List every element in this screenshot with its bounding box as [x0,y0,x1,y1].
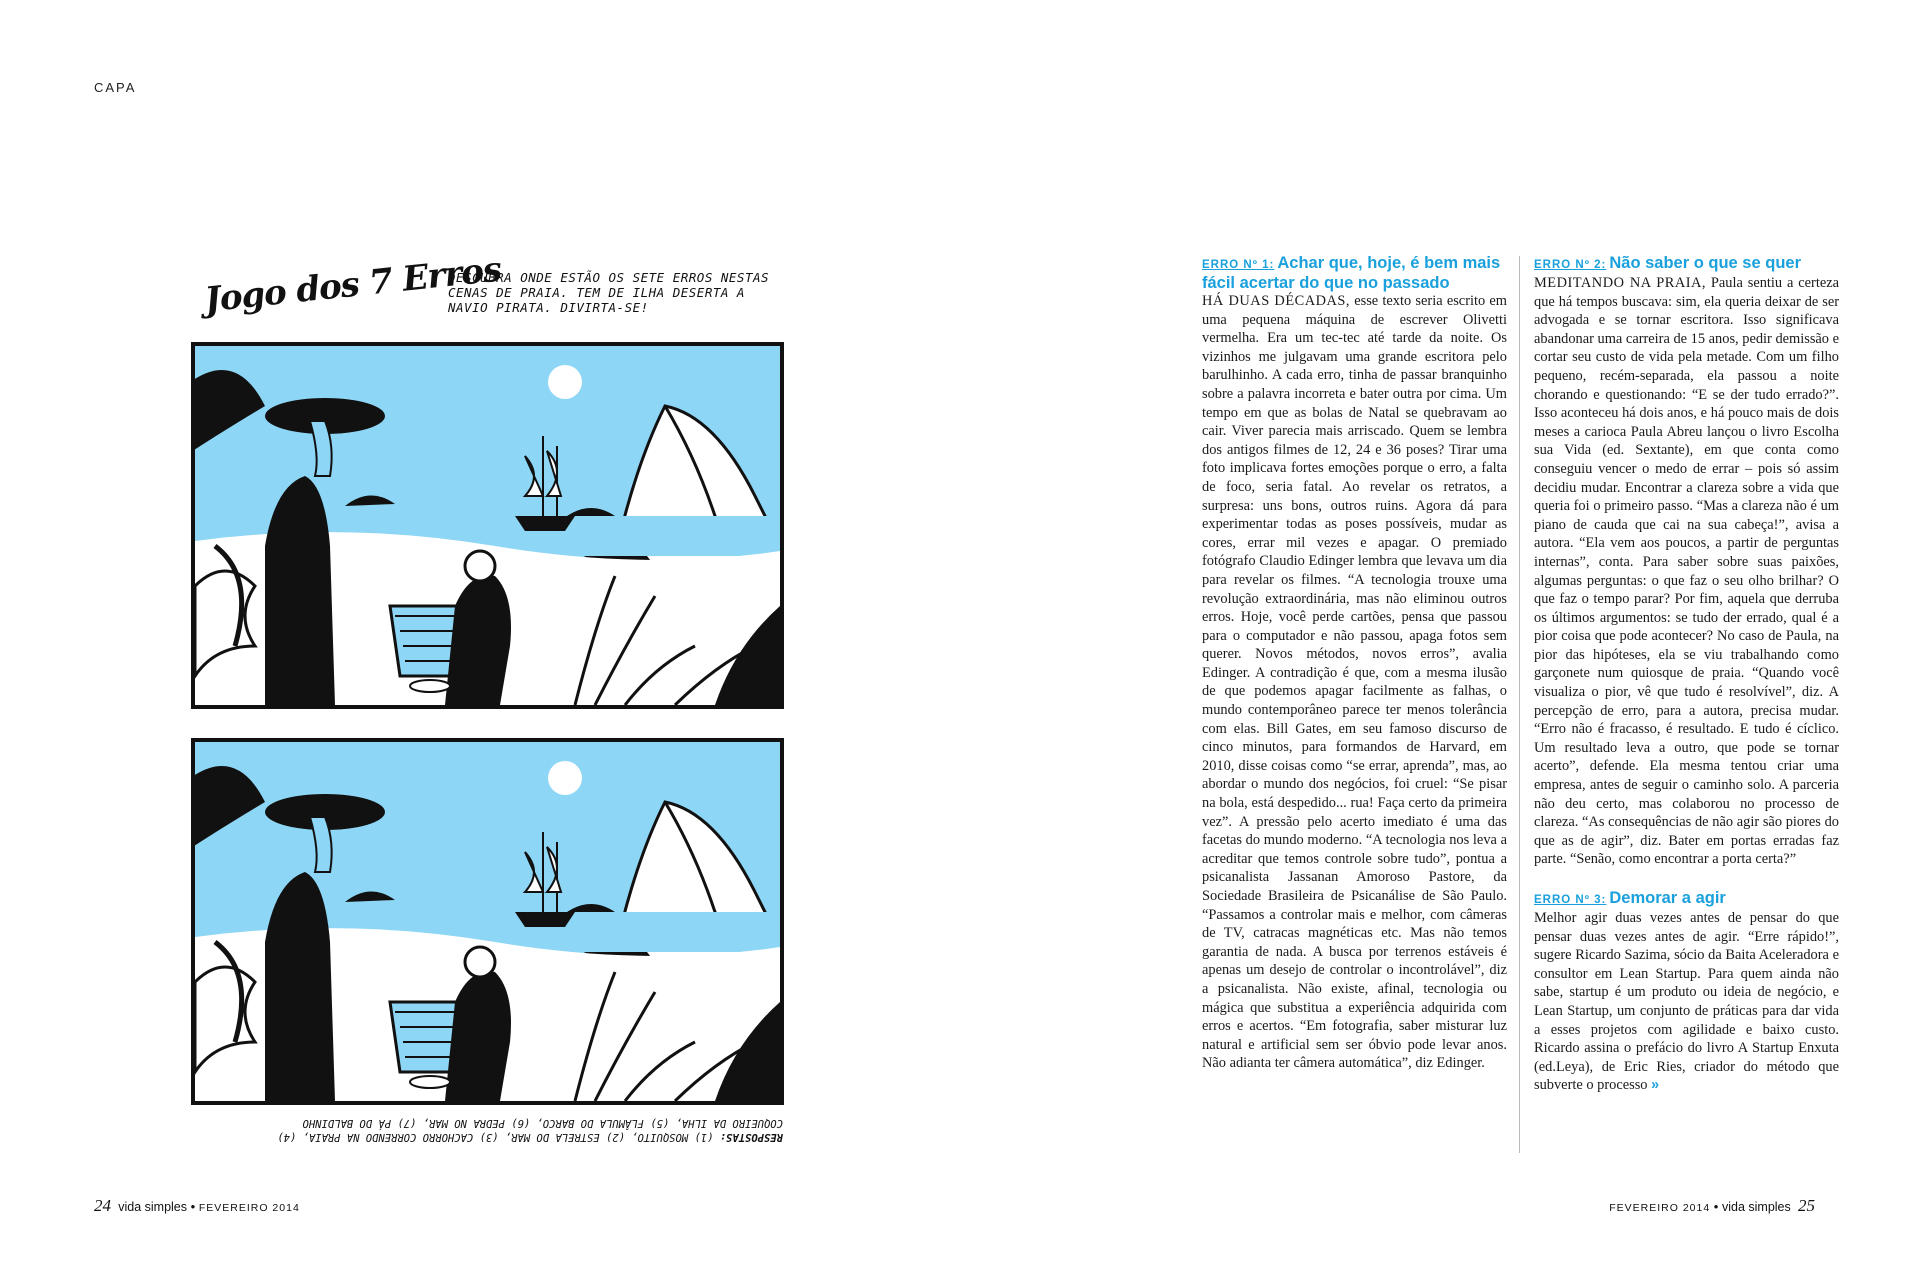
continue-arrow-icon: » [1651,1077,1660,1094]
section-label: CAPA [94,80,137,95]
magazine-name-right: vida simples [1721,1200,1791,1214]
erro-3-block [1534,889,1839,1095]
page-number-left: 24 [94,1196,111,1215]
puzzle-description: DESCUBRA ONDE ESTÃO OS SETE ERROS NESTAS CENAS DE PRAIA. TEM DE ILHA DESERTA A NAVIO PIRATA. DIVIRTA-SE! [448,270,770,315]
erro-2-title: Não saber o que se quer [1609,254,1802,272]
answers-label: RESPOSTAS: [719,1131,783,1143]
puzzle-panel-top [191,342,784,709]
article-column-2 [1534,254,1839,1095]
erro-2-lead: MEDITANDO NA PRAIA, [1534,275,1707,291]
answers-text: (1) MOSQUITO, (2) ESTRELA DO MAR, (3) CACHORRO CORRENDO NA PRAIA, (4) COQUEIRO DA ILHA, (5) FLÂMULA DO BARCO, (6) PEDRA NO MAR, (7) PÁ DO BALDINHO [277,1117,783,1143]
erro-1-title: Achar que, hoje, é bem mais fácil acertar do que no passado [1202,254,1501,292]
erro-1-lead: HÁ DUAS DÉCADAS, [1202,293,1350,309]
folio-right [1609,1196,1815,1216]
page-number-right: 25 [1798,1196,1815,1215]
beach-illustration-bottom [195,742,780,1101]
erro-1-body: esse texto seria escrito em uma pequena máquina de escrever Olivetti vermelha. Era um tec-tec até tarde da noite. Os vizinhos me julgavam uma grande escritora pelo barulhinho. A cada erro, tinha de passar branquinho sobre a palavra incorreta e bater outra por cima. Um tempo em que as bolas de Natal se quebravam ao cair. Viver parecia mais arriscado. Quem se lembra dos antigos filmes de 12, 24 e 36 poses? Tirar uma foto implicava fortes emoções porque o erro, a falta de foco, seria fatal. Ao revelar os retratos, a surpresa: uns bons, outros ruins. Agora dá para experimentar todas as poses possíveis, mudar as cores, errar mil vezes e apagar. O premiado fotógrafo Claudio Edinger lembra que levava um dia para revelar os filmes. “A tecnologia trouxe uma revolução extraordinária, mas não eliminou outros erros. Hoje, você perde cartões, pensa que passou para o computador e não passou, apaga fotos sem querer. Novos métodos, novos erros”, avalia Edinger. A contradição é que, com a mesma ilusão de que podemos apagar facilmente as falhas, o mundo contemporâneo parece ter menos tolerância com elas. Bill Gates, em seu famoso discurso de cinco minutos, para formandos de Harvard, em 2010, disse coisas como “se errar, aprenda”, mas, ao abordar o mundo dos negócios, foi cruel: “Se pisar na bola, está despedido... rua! Faça certo da primeira vez”. A pressão pelo acerto imediato é uma das facetas do mundo moderno. “A tecnologia nos leva a acreditar que temos controle sobre tudo”, pontua a psicanalista Jassanan Amoroso Pastore, da Sociedade Brasileira de Psicanálise de São Paulo. “Passamos a controlar mais e melhor, com câmeras de TV, catracas magnéticas etc. Mas não temos garantia de nada. A busca por terrenos estáveis é apenas um desejo de controlar o incontrolável”, diz a psicanalista. Não existe, afinal, tecnologia ou mágica que substitua a experiência adquirida com erros e acertos. “Em fotografia, saber misturar luz natural e artificial sem ser óbvio pode levar anos. Não adianta ter câmera automática”, diz Edinger. [1202,293,1507,1072]
erro-3-body: Melhor agir duas vezes antes de pensar do que pensar duas vezes antes de agir. “Erre rápido!”, sugere Ricardo Sazima, sócio da Baita Aceleradora e consultor em Lean Startup. Para quem ainda não sabe, startup é um produto ou ideia de negócio, e Lean Startup, um conjunto de práticas para dar vida a esses projetos com agilidade e baixo custo. Ricardo assina o prefácio do livro A Startup Enxuta (ed.Leya), de Eric Ries, criador do método que subverte o processo [1534,910,1839,1094]
puzzle-title: Jogo dos 7 Erros [202,249,503,321]
folio-separator-right: • [1713,1199,1719,1214]
article-column-1 [1202,254,1507,1073]
erro-3-heading [1534,889,1839,909]
puzzle-panel-bottom [191,738,784,1105]
erro-3-number: ERRO Nº 3: [1534,894,1607,906]
erro-1-heading [1202,254,1507,292]
column-divider [1519,256,1520,1153]
erro-2-number: ERRO Nº 2: [1534,259,1607,271]
erro-2-paragraph [1534,274,1839,869]
issue-date-right: FEVEREIRO 2014 [1609,1202,1711,1214]
puzzle-answers [238,1116,783,1144]
beach-illustration-top [195,346,780,705]
issue-date-left: FEVEREIRO 2014 [198,1202,300,1214]
erro-3-title: Demorar a agir [1609,889,1726,907]
magazine-name-left: vida simples [118,1200,188,1214]
folio-separator-left: • [190,1199,196,1214]
erro-3-paragraph [1534,909,1839,1095]
erro-2-body: Paula sentiu a certeza que há tempos buscava: sim, ela queria deixar de ser advogada e se tornar escritora. Isso significava abandonar uma carreira de 15 anos, pedir demissão e cortar seu custo de vida pela metade. Com um filho pequeno, recém-separada, ela passou a noite chorando e questionando: “E se der tudo errado?”. Isso aconteceu há dois anos, e há pouco mais de dois meses a carioca Paula Abreu lançou o livro Escolha sua Vida (ed. Sextante), em que conta como conseguiu vencer o medo de errar – pois só assim decidiu mudar. Encontrar a clareza sobre a vida que queria foi o primeiro passo. “Mas a clareza não é um piano de cauda que cai na sua cabeça!”, avisa a autora. “Ela vem aos poucos, a partir de perguntas internas”, conta. Para saber sobre suas paixões, algumas perguntas: o que faz o seu olho brilhar? O que faz o tempo parar? Por fim, aquela que derruba os últimos argumentos: se tudo der errado, qual é a pior coisa que pode acontecer? No caso de Paula, na pior das hipóteses, ela se viu trabalhando como garçonete num quiosque de praia. “Quando você visualiza o pior, vê que tudo é resolvível”, diz. A percepção de erro, para a autora, precisa mudar. “Erro não é fracasso, é resultado. E tudo é cíclico. Um resultado leva a outro, que pode se tornar acerto”, defende. Ela mesma tentou criar uma empresa, antes de seguir o caminho solo. A parceria não deu certo, mas colaborou no processo de clareza. “As consequências de não agir são piores do que as de agir”, diz. Bater em portas erradas faz parte. “Senão, como encontrar a porta certa?” [1534,275,1839,868]
folio-left [94,1196,300,1216]
erro-1-paragraph [1202,292,1507,1073]
erro-2-heading [1534,254,1839,274]
erro-1-number: ERRO Nº 1: [1202,259,1275,271]
